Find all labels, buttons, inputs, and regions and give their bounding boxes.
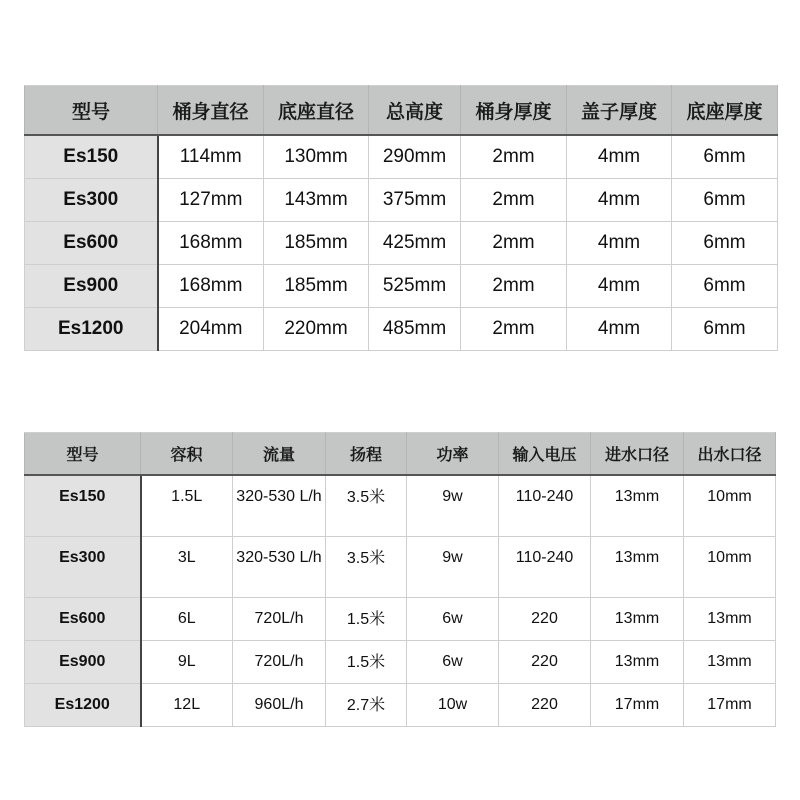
header-row: [25, 433, 776, 476]
header-volume: 容积: [141, 433, 233, 476]
dimensions-table: [24, 85, 778, 351]
table-row: [25, 475, 776, 537]
cell: 220: [499, 641, 591, 684]
model-cell: Es900: [25, 641, 141, 684]
cell: 168mm: [158, 265, 264, 308]
cell: 2.7米: [326, 684, 407, 727]
cell: 525mm: [369, 265, 461, 308]
cell: 6mm: [672, 135, 778, 179]
cell: 2mm: [461, 135, 567, 179]
cell: 485mm: [369, 308, 461, 351]
model-cell: Es900: [25, 265, 158, 308]
cell: 10mm: [684, 475, 776, 537]
cell: 1.5米: [326, 641, 407, 684]
cell: 13mm: [684, 641, 776, 684]
header-total-height: 总高度: [369, 86, 461, 136]
cell: 6w: [407, 598, 499, 641]
header-row: [25, 86, 778, 136]
model-cell: Es150: [25, 135, 158, 179]
header-lid-thickness: 盖子厚度: [567, 86, 672, 136]
cell: 6mm: [672, 265, 778, 308]
table-row: [25, 222, 778, 265]
cell: 4mm: [567, 179, 672, 222]
table-row: [25, 641, 776, 684]
header-body-thickness: 桶身厚度: [461, 86, 567, 136]
cell: 130mm: [264, 135, 369, 179]
cell: 720L/h: [233, 598, 326, 641]
cell: 290mm: [369, 135, 461, 179]
model-cell: Es1200: [25, 308, 158, 351]
cell: 2mm: [461, 265, 567, 308]
cell: 127mm: [158, 179, 264, 222]
header-outlet-diameter: 出水口径: [684, 433, 776, 476]
cell: 6w: [407, 641, 499, 684]
table-row: [25, 179, 778, 222]
cell: 220: [499, 598, 591, 641]
cell: 13mm: [684, 598, 776, 641]
cell: 10mm: [684, 537, 776, 598]
cell: 960L/h: [233, 684, 326, 727]
cell: 13mm: [591, 641, 684, 684]
specs-table: [24, 432, 776, 727]
table-row: [25, 135, 778, 179]
cell: 4mm: [567, 265, 672, 308]
cell: 143mm: [264, 179, 369, 222]
model-cell: Es150: [25, 475, 141, 537]
header-flow: 流量: [233, 433, 326, 476]
cell: 17mm: [591, 684, 684, 727]
cell: 204mm: [158, 308, 264, 351]
table-row: [25, 598, 776, 641]
cell: 425mm: [369, 222, 461, 265]
cell: 110-240: [499, 537, 591, 598]
cell: 2mm: [461, 308, 567, 351]
cell: 168mm: [158, 222, 264, 265]
cell: 110-240: [499, 475, 591, 537]
table-row: [25, 308, 778, 351]
cell: 185mm: [264, 265, 369, 308]
cell: 2mm: [461, 179, 567, 222]
header-model: 型号: [25, 86, 158, 136]
header-power: 功率: [407, 433, 499, 476]
header-inlet-diameter: 进水口径: [591, 433, 684, 476]
cell: 10w: [407, 684, 499, 727]
cell: 9L: [141, 641, 233, 684]
cell: 4mm: [567, 308, 672, 351]
header-model: 型号: [25, 433, 141, 476]
cell: 3L: [141, 537, 233, 598]
header-base-thickness: 底座厚度: [672, 86, 778, 136]
model-cell: Es1200: [25, 684, 141, 727]
cell: 13mm: [591, 598, 684, 641]
header-head: 扬程: [326, 433, 407, 476]
header-body-diameter: 桶身直径: [158, 86, 264, 136]
cell: 1.5L: [141, 475, 233, 537]
table-row: [25, 684, 776, 727]
cell: 6mm: [672, 222, 778, 265]
cell: 4mm: [567, 135, 672, 179]
cell: 220mm: [264, 308, 369, 351]
model-cell: Es600: [25, 222, 158, 265]
cell: 320-530 L/h: [233, 475, 326, 537]
header-base-diameter: 底座直径: [264, 86, 369, 136]
model-cell: Es600: [25, 598, 141, 641]
cell: 185mm: [264, 222, 369, 265]
cell: 2mm: [461, 222, 567, 265]
cell: 6mm: [672, 179, 778, 222]
cell: 9w: [407, 537, 499, 598]
cell: 13mm: [591, 537, 684, 598]
cell: 114mm: [158, 135, 264, 179]
header-input-voltage: 输入电压: [499, 433, 591, 476]
cell: 6mm: [672, 308, 778, 351]
cell: 3.5米: [326, 475, 407, 537]
cell: 1.5米: [326, 598, 407, 641]
cell: 17mm: [684, 684, 776, 727]
model-cell: Es300: [25, 179, 158, 222]
table-row: [25, 537, 776, 598]
cell: 9w: [407, 475, 499, 537]
cell: 12L: [141, 684, 233, 727]
cell: 6L: [141, 598, 233, 641]
table-row: [25, 265, 778, 308]
cell: 720L/h: [233, 641, 326, 684]
cell: 3.5米: [326, 537, 407, 598]
cell: 4mm: [567, 222, 672, 265]
cell: 13mm: [591, 475, 684, 537]
model-cell: Es300: [25, 537, 141, 598]
cell: 320-530 L/h: [233, 537, 326, 598]
cell: 220: [499, 684, 591, 727]
cell: 375mm: [369, 179, 461, 222]
